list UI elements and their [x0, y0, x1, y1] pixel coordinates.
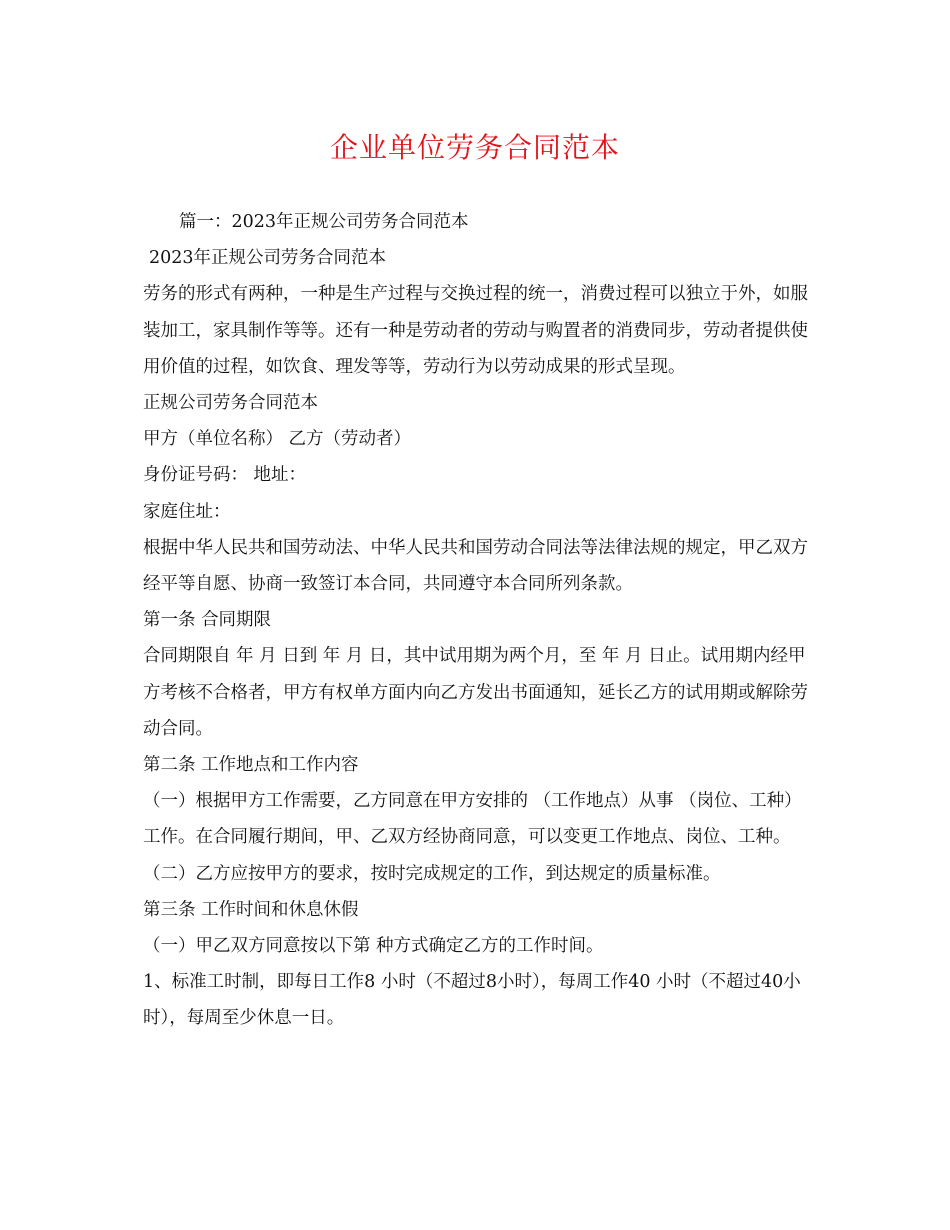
article-3-clause-1: 1、标准工时制，即每日工作8 小时（不超过8小时），每周工作40 小时（不超过40小时），每周至少休息一日。 [143, 972, 801, 1029]
article-1-paragraph: 合同期限自 年 月 日到 年 月 日，其中试用期为两个月，至 年 月 日止。试用期内经甲方考核不合格者，甲方有权单方面内向乙方发出书面通知，延长乙方的试用期或解除劳动合同。 [143, 646, 808, 739]
intro-paragraph: 劳务的形式有两种，一种是生产过程与交换过程的统一，消费过程可以独立于外，如服装加工，家具制作等等。还有一种是劳动者的劳动与购置者的消费同步，劳动者提供使用价值的过程，如饮食、理发等等，劳动行为以劳动成果的形式呈现。 [143, 284, 808, 377]
parties-line: 甲方（单位名称） 乙方（劳动者） [143, 429, 412, 450]
section-heading: 篇一：2023年正规公司劳务合同范本 [179, 212, 469, 232]
document-title: 企业单位劳务合同范本 [329, 131, 620, 164]
article-2-heading: 第二条 工作地点和工作内容 [143, 755, 359, 776]
contract-heading: 正规公司劳务合同范本 [143, 393, 318, 414]
article-3-item-1: （一）甲乙双方同意按以下第 种方式确定乙方的工作时间。 [143, 936, 604, 957]
article-2-item-1: （一）根据甲方工作需要，乙方同意在甲方安排的 （工作地点）从事 （岗位、工种）工作。在合同履行期间，甲、乙双方经协商同意，可以变更工作地点、岗位、工种。 [143, 791, 802, 848]
article-1-heading: 第一条 合同期限 [143, 610, 272, 631]
id-address-line: 身份证号码： 地址： [143, 465, 307, 486]
article-3-heading: 第三条 工作时间和休息休假 [143, 899, 359, 920]
document-body [143, 204, 811, 1037]
home-address-line: 家庭住址： [143, 501, 231, 522]
legal-basis-paragraph: 根据中华人民共和国劳动法、中华人民共和国劳动合同法等法律法规的规定，甲乙双方经平等自愿、协商一致签订本合同，共同遵守本合同所列条款。 [143, 537, 808, 595]
subtitle: 2023年正规公司劳务合同范本 [149, 248, 387, 269]
article-2-item-2: （二）乙方应按甲方的要求，按时完成规定的工作，到达规定的质量标准。 [143, 863, 721, 884]
